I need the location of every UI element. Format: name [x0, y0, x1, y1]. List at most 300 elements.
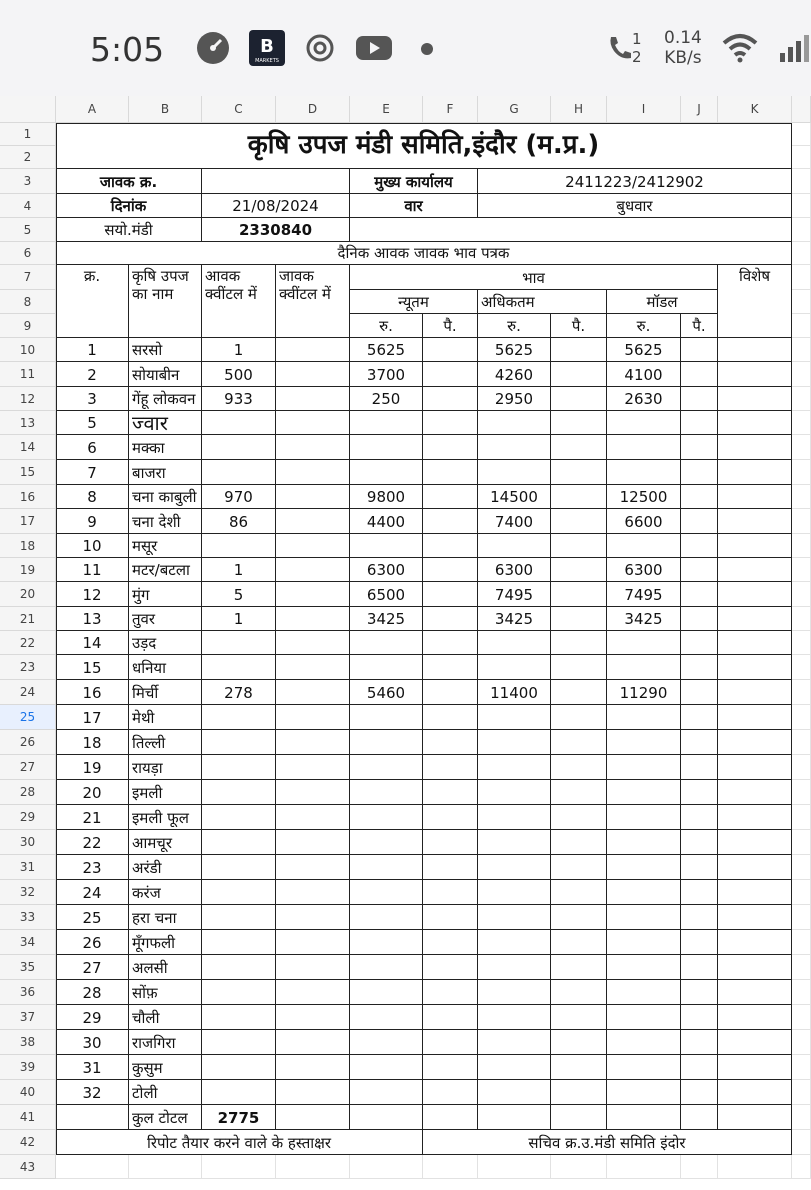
column-header-a[interactable]: A — [56, 96, 129, 123]
row-special[interactable] — [718, 582, 792, 607]
row-min-rupee[interactable] — [350, 830, 423, 855]
row-min-paise[interactable] — [423, 582, 478, 607]
row-min-paise[interactable] — [423, 558, 478, 582]
row-header-23[interactable]: 23 — [0, 655, 56, 680]
row-dispatch[interactable] — [276, 534, 350, 558]
row-arrival[interactable] — [202, 1080, 276, 1105]
row-max-paise[interactable] — [551, 755, 607, 780]
row-model-rupee[interactable] — [607, 705, 681, 730]
row-max-rupee[interactable] — [478, 655, 551, 680]
row-serial[interactable]: 25 — [56, 905, 129, 930]
row-header-11[interactable]: 11 — [0, 362, 56, 387]
row-serial[interactable]: 23 — [56, 855, 129, 880]
row-max-rupee[interactable]: 7495 — [478, 582, 551, 607]
row-min-paise[interactable] — [423, 1005, 478, 1030]
row-max-rupee[interactable]: 6300 — [478, 558, 551, 582]
row-arrival[interactable] — [202, 534, 276, 558]
row-produce-name[interactable]: तिल्ली — [129, 730, 202, 755]
row-serial[interactable]: 32 — [56, 1080, 129, 1105]
row-dispatch[interactable] — [276, 905, 350, 930]
row-serial[interactable]: 18 — [56, 730, 129, 755]
row-model-rupee[interactable] — [607, 930, 681, 955]
row-serial[interactable]: 29 — [56, 1005, 129, 1030]
row-special[interactable] — [718, 930, 792, 955]
row-dispatch[interactable] — [276, 805, 350, 830]
row-header-37[interactable]: 37 — [0, 1005, 56, 1030]
row-min-paise[interactable] — [423, 534, 478, 558]
row-produce-name[interactable]: मटर/बटला — [129, 558, 202, 582]
row-max-paise[interactable] — [551, 435, 607, 460]
row-max-rupee[interactable] — [478, 411, 551, 435]
row-model-paise[interactable] — [681, 755, 718, 780]
row-arrival[interactable] — [202, 980, 276, 1005]
row-max-paise[interactable] — [551, 905, 607, 930]
column-header-g[interactable]: G — [478, 96, 551, 123]
row-produce-name[interactable]: मेथी — [129, 705, 202, 730]
row-min-rupee[interactable] — [350, 755, 423, 780]
row-serial[interactable]: 1 — [56, 338, 129, 362]
row-min-rupee[interactable]: 250 — [350, 387, 423, 411]
row-min-paise[interactable] — [423, 705, 478, 730]
row-model-paise[interactable] — [681, 460, 718, 485]
row-serial[interactable]: 7 — [56, 460, 129, 485]
row-model-rupee[interactable]: 6300 — [607, 558, 681, 582]
row-dispatch[interactable] — [276, 485, 350, 509]
row-header-31[interactable]: 31 — [0, 855, 56, 880]
row-serial[interactable]: 5 — [56, 411, 129, 435]
row-arrival[interactable] — [202, 655, 276, 680]
row-arrival[interactable] — [202, 830, 276, 855]
date-value[interactable]: 21/08/2024 — [202, 194, 350, 218]
row-model-paise[interactable] — [681, 805, 718, 830]
row-special[interactable] — [718, 1005, 792, 1030]
row-max-paise[interactable] — [551, 1055, 607, 1080]
row-header-42[interactable]: 42 — [0, 1130, 56, 1155]
header-min[interactable]: न्यूतम — [350, 290, 478, 314]
row-model-rupee[interactable] — [607, 855, 681, 880]
row-min-paise[interactable] — [423, 460, 478, 485]
total-empty[interactable] — [681, 1105, 718, 1130]
row-min-paise[interactable] — [423, 387, 478, 411]
row-max-paise[interactable] — [551, 338, 607, 362]
row-header-10[interactable]: 10 — [0, 338, 56, 362]
row-produce-name[interactable]: चौली — [129, 1005, 202, 1030]
row-produce-name[interactable]: मिर्ची — [129, 680, 202, 705]
row-arrival[interactable] — [202, 880, 276, 905]
row-model-rupee[interactable] — [607, 534, 681, 558]
row-header-41[interactable]: 41 — [0, 1105, 56, 1130]
row-serial[interactable]: 12 — [56, 582, 129, 607]
row-model-paise[interactable] — [681, 607, 718, 631]
row-min-rupee[interactable] — [350, 1080, 423, 1105]
row-special[interactable] — [718, 980, 792, 1005]
row-serial[interactable]: 16 — [56, 680, 129, 705]
row-dispatch[interactable] — [276, 855, 350, 880]
row-header-33[interactable]: 33 — [0, 905, 56, 930]
row-header-24[interactable]: 24 — [0, 680, 56, 705]
row-serial[interactable]: 2 — [56, 362, 129, 387]
row-produce-name[interactable]: गेंहू लोकवन — [129, 387, 202, 411]
row-header-5[interactable]: 5 — [0, 218, 56, 242]
row-special[interactable] — [718, 1080, 792, 1105]
row-model-rupee[interactable] — [607, 880, 681, 905]
row-model-paise[interactable] — [681, 955, 718, 980]
row-max-paise[interactable] — [551, 534, 607, 558]
row-produce-name[interactable]: धनिया — [129, 655, 202, 680]
jawak-label[interactable]: जावक क्र. — [56, 169, 202, 194]
row-model-rupee[interactable]: 7495 — [607, 582, 681, 607]
row-arrival[interactable] — [202, 435, 276, 460]
row-min-rupee[interactable] — [350, 411, 423, 435]
row-header-19[interactable]: 19 — [0, 558, 56, 582]
row-produce-name[interactable]: सोयाबीन — [129, 362, 202, 387]
row-special[interactable] — [718, 730, 792, 755]
row-model-paise[interactable] — [681, 485, 718, 509]
header-max[interactable]: अधिकतम — [478, 290, 607, 314]
sub-mandi-label[interactable]: सयो.मंडी — [56, 218, 202, 242]
row-max-paise[interactable] — [551, 558, 607, 582]
row-header-4[interactable]: 4 — [0, 194, 56, 218]
row-produce-name[interactable]: राजगिरा — [129, 1030, 202, 1055]
row-produce-name[interactable]: मुंग — [129, 582, 202, 607]
row-min-rupee[interactable] — [350, 855, 423, 880]
row-min-rupee[interactable] — [350, 780, 423, 805]
total-value[interactable]: 2775 — [202, 1105, 276, 1130]
row-produce-name[interactable]: इमली — [129, 780, 202, 805]
row-min-paise[interactable] — [423, 1055, 478, 1080]
row-max-paise[interactable] — [551, 955, 607, 980]
row-max-paise[interactable] — [551, 582, 607, 607]
row-min-paise[interactable] — [423, 755, 478, 780]
row-arrival[interactable]: 970 — [202, 485, 276, 509]
row-min-rupee[interactable]: 6500 — [350, 582, 423, 607]
row-min-paise[interactable] — [423, 730, 478, 755]
row-special[interactable] — [718, 631, 792, 655]
row-max-paise[interactable] — [551, 362, 607, 387]
row-model-paise[interactable] — [681, 730, 718, 755]
row-produce-name[interactable]: आमचूर — [129, 830, 202, 855]
row-min-rupee[interactable]: 3700 — [350, 362, 423, 387]
column-header-d[interactable]: D — [276, 96, 350, 123]
row-header-25[interactable]: 25 — [0, 705, 56, 730]
row-special[interactable] — [718, 485, 792, 509]
row-model-paise[interactable] — [681, 534, 718, 558]
row-model-rupee[interactable]: 5625 — [607, 338, 681, 362]
row-special[interactable] — [718, 805, 792, 830]
row-produce-name[interactable]: चना काबुली — [129, 485, 202, 509]
row-min-paise[interactable] — [423, 655, 478, 680]
row-model-rupee[interactable] — [607, 460, 681, 485]
row-dispatch[interactable] — [276, 509, 350, 534]
row-max-rupee[interactable] — [478, 805, 551, 830]
row-special[interactable] — [718, 905, 792, 930]
row-arrival[interactable] — [202, 780, 276, 805]
row-header-15[interactable]: 15 — [0, 460, 56, 485]
row-header-18[interactable]: 18 — [0, 534, 56, 558]
row-min-paise[interactable] — [423, 955, 478, 980]
row-min-paise[interactable] — [423, 411, 478, 435]
row-model-rupee[interactable] — [607, 655, 681, 680]
row-min-rupee[interactable] — [350, 980, 423, 1005]
row-max-rupee[interactable] — [478, 435, 551, 460]
row-arrival[interactable] — [202, 1055, 276, 1080]
row-min-rupee[interactable]: 9800 — [350, 485, 423, 509]
column-header-k[interactable]: K — [718, 96, 792, 123]
total-empty[interactable] — [423, 1105, 478, 1130]
row-model-paise[interactable] — [681, 435, 718, 460]
row-max-paise[interactable] — [551, 460, 607, 485]
row-serial[interactable]: 21 — [56, 805, 129, 830]
row-max-rupee[interactable] — [478, 631, 551, 655]
row-model-rupee[interactable]: 2630 — [607, 387, 681, 411]
phone-number[interactable]: 2411223/2412902 — [478, 169, 792, 194]
head-office-label[interactable]: मुख्य कार्यालय — [350, 169, 478, 194]
total-empty[interactable] — [478, 1105, 551, 1130]
row-dispatch[interactable] — [276, 1055, 350, 1080]
row-dispatch[interactable] — [276, 338, 350, 362]
row-max-paise[interactable] — [551, 509, 607, 534]
row-max-rupee[interactable]: 7400 — [478, 509, 551, 534]
row-dispatch[interactable] — [276, 705, 350, 730]
row-min-paise[interactable] — [423, 485, 478, 509]
row-max-rupee[interactable] — [478, 955, 551, 980]
row-model-rupee[interactable]: 3425 — [607, 607, 681, 631]
row-max-paise[interactable] — [551, 607, 607, 631]
header-arrival[interactable]: आवक क्वींटल में — [202, 265, 276, 338]
row-max-rupee[interactable] — [478, 460, 551, 485]
row-header-13[interactable]: 13 — [0, 411, 56, 435]
row-model-rupee[interactable] — [607, 1080, 681, 1105]
row-min-paise[interactable] — [423, 435, 478, 460]
row-special[interactable] — [718, 362, 792, 387]
row-dispatch[interactable] — [276, 362, 350, 387]
row-model-rupee[interactable]: 6600 — [607, 509, 681, 534]
row-arrival[interactable]: 86 — [202, 509, 276, 534]
row-serial[interactable]: 22 — [56, 830, 129, 855]
row-min-paise[interactable] — [423, 830, 478, 855]
row-arrival[interactable] — [202, 1005, 276, 1030]
row-produce-name[interactable]: सोंफ़ — [129, 980, 202, 1005]
preparer-signature[interactable]: रिपोट तैयार करने वाले के हस्ताक्षर — [56, 1130, 423, 1155]
row-min-rupee[interactable] — [350, 730, 423, 755]
row-header-32[interactable]: 32 — [0, 880, 56, 905]
row-serial[interactable]: 30 — [56, 1030, 129, 1055]
row-special[interactable] — [718, 460, 792, 485]
row-header-3[interactable]: 3 — [0, 169, 56, 194]
row-dispatch[interactable] — [276, 582, 350, 607]
spreadsheet[interactable] — [0, 96, 811, 1190]
row-model-rupee[interactable] — [607, 411, 681, 435]
row-min-paise[interactable] — [423, 362, 478, 387]
total-empty[interactable] — [607, 1105, 681, 1130]
row-min-paise[interactable] — [423, 780, 478, 805]
row-min-paise[interactable] — [423, 631, 478, 655]
row-serial[interactable]: 10 — [56, 534, 129, 558]
row-header-1[interactable]: 1 — [0, 123, 56, 146]
row-max-rupee[interactable] — [478, 755, 551, 780]
row-serial[interactable]: 3 — [56, 387, 129, 411]
row-header-20[interactable]: 20 — [0, 582, 56, 607]
row-min-paise[interactable] — [423, 1080, 478, 1105]
row-arrival[interactable] — [202, 805, 276, 830]
date-label[interactable]: दिनांक — [56, 194, 202, 218]
row-arrival[interactable]: 500 — [202, 362, 276, 387]
row-model-paise[interactable] — [681, 338, 718, 362]
row-max-paise[interactable] — [551, 1005, 607, 1030]
row-serial[interactable]: 9 — [56, 509, 129, 534]
row-special[interactable] — [718, 755, 792, 780]
column-header-c[interactable]: C — [202, 96, 276, 123]
row-max-paise[interactable] — [551, 485, 607, 509]
row-header-30[interactable]: 30 — [0, 830, 56, 855]
row-min-rupee[interactable] — [350, 1055, 423, 1080]
column-header-j[interactable]: J — [681, 96, 718, 123]
row-serial[interactable]: 27 — [56, 955, 129, 980]
row-max-paise[interactable] — [551, 411, 607, 435]
row-dispatch[interactable] — [276, 387, 350, 411]
row-arrival[interactable] — [202, 631, 276, 655]
row-max-rupee[interactable] — [478, 1030, 551, 1055]
row-produce-name[interactable]: टोली — [129, 1080, 202, 1105]
header-min-rupee[interactable]: रु. — [350, 314, 423, 338]
column-header-f[interactable]: F — [423, 96, 478, 123]
report-subtitle[interactable]: दैनिक आवक जावक भाव पत्रक — [56, 242, 792, 265]
row-serial[interactable]: 13 — [56, 607, 129, 631]
row-model-paise[interactable] — [681, 582, 718, 607]
row-max-paise[interactable] — [551, 980, 607, 1005]
row-arrival[interactable] — [202, 955, 276, 980]
sub-mandi-value[interactable]: 2330840 — [202, 218, 350, 242]
row-produce-name[interactable]: मक्का — [129, 435, 202, 460]
row-max-paise[interactable] — [551, 705, 607, 730]
row-max-rupee[interactable] — [478, 534, 551, 558]
row-header-12[interactable]: 12 — [0, 387, 56, 411]
row-max-paise[interactable] — [551, 880, 607, 905]
row-model-paise[interactable] — [681, 780, 718, 805]
row-header-35[interactable]: 35 — [0, 955, 56, 980]
row-header-8[interactable]: 8 — [0, 290, 56, 314]
row-special[interactable] — [718, 435, 792, 460]
header-serial[interactable]: क्र. — [56, 265, 129, 338]
row-arrival[interactable] — [202, 905, 276, 930]
row-min-rupee[interactable]: 6300 — [350, 558, 423, 582]
row-special[interactable] — [718, 387, 792, 411]
row-produce-name[interactable]: करंज — [129, 880, 202, 905]
jawak-value[interactable] — [202, 169, 350, 194]
row-model-paise[interactable] — [681, 1080, 718, 1105]
row-serial[interactable]: 26 — [56, 930, 129, 955]
row-model-rupee[interactable] — [607, 631, 681, 655]
row-dispatch[interactable] — [276, 460, 350, 485]
row-dispatch[interactable] — [276, 1005, 350, 1030]
row-min-paise[interactable] — [423, 680, 478, 705]
row-model-paise[interactable] — [681, 830, 718, 855]
row-max-paise[interactable] — [551, 1030, 607, 1055]
select-all-corner[interactable] — [0, 96, 56, 123]
row-arrival[interactable] — [202, 411, 276, 435]
row-max-rupee[interactable] — [478, 1080, 551, 1105]
row-dispatch[interactable] — [276, 1080, 350, 1105]
row-special[interactable] — [718, 830, 792, 855]
row-max-paise[interactable] — [551, 387, 607, 411]
row-model-paise[interactable] — [681, 558, 718, 582]
row-model-rupee[interactable] — [607, 980, 681, 1005]
total-empty[interactable] — [551, 1105, 607, 1130]
row-min-rupee[interactable] — [350, 1005, 423, 1030]
row-model-rupee[interactable] — [607, 830, 681, 855]
row-min-paise[interactable] — [423, 905, 478, 930]
total-label[interactable]: कुल टोटल — [129, 1105, 202, 1130]
row-special[interactable] — [718, 534, 792, 558]
row-produce-name[interactable]: रायड़ा — [129, 755, 202, 780]
row-arrival[interactable]: 1 — [202, 607, 276, 631]
row-special[interactable] — [718, 558, 792, 582]
row-arrival[interactable] — [202, 755, 276, 780]
row-dispatch[interactable] — [276, 980, 350, 1005]
row-dispatch[interactable] — [276, 411, 350, 435]
row-dispatch[interactable] — [276, 930, 350, 955]
row-produce-name[interactable]: हरा चना — [129, 905, 202, 930]
header-price[interactable]: भाव — [350, 265, 718, 290]
row-serial[interactable]: 20 — [56, 780, 129, 805]
row-model-rupee[interactable] — [607, 755, 681, 780]
row-model-rupee[interactable] — [607, 955, 681, 980]
row-dispatch[interactable] — [276, 607, 350, 631]
row-serial[interactable]: 31 — [56, 1055, 129, 1080]
row-arrival[interactable]: 1 — [202, 558, 276, 582]
row-model-paise[interactable] — [681, 631, 718, 655]
row-max-rupee[interactable] — [478, 780, 551, 805]
row-model-paise[interactable] — [681, 362, 718, 387]
row-dispatch[interactable] — [276, 955, 350, 980]
row-header-9[interactable]: 9 — [0, 314, 56, 338]
row-produce-name[interactable]: सरसो — [129, 338, 202, 362]
row-special[interactable] — [718, 655, 792, 680]
row5-blank[interactable] — [350, 218, 792, 242]
row-model-paise[interactable] — [681, 411, 718, 435]
row-model-rupee[interactable]: 4100 — [607, 362, 681, 387]
row-header-26[interactable]: 26 — [0, 730, 56, 755]
row-max-rupee[interactable] — [478, 730, 551, 755]
row-produce-name[interactable]: तुवर — [129, 607, 202, 631]
header-model-paise[interactable]: पै. — [681, 314, 718, 338]
row-max-paise[interactable] — [551, 655, 607, 680]
row-model-paise[interactable] — [681, 680, 718, 705]
row-min-paise[interactable] — [423, 880, 478, 905]
row-min-rupee[interactable] — [350, 880, 423, 905]
row-dispatch[interactable] — [276, 631, 350, 655]
row-produce-name[interactable]: ज्वार — [129, 411, 202, 435]
row-min-paise[interactable] — [423, 1030, 478, 1055]
row-special[interactable] — [718, 780, 792, 805]
column-header-h[interactable]: H — [551, 96, 607, 123]
row-header-21[interactable]: 21 — [0, 607, 56, 631]
row-serial[interactable]: 28 — [56, 980, 129, 1005]
row-model-rupee[interactable]: 12500 — [607, 485, 681, 509]
row-serial[interactable]: 14 — [56, 631, 129, 655]
row-model-rupee[interactable] — [607, 1005, 681, 1030]
row-serial[interactable]: 15 — [56, 655, 129, 680]
row-produce-name[interactable]: कुसुम — [129, 1055, 202, 1080]
row-special[interactable] — [718, 705, 792, 730]
row-min-rupee[interactable] — [350, 460, 423, 485]
row-min-paise[interactable] — [423, 338, 478, 362]
row-model-paise[interactable] — [681, 655, 718, 680]
row-model-paise[interactable] — [681, 930, 718, 955]
row-model-rupee[interactable] — [607, 730, 681, 755]
row-min-rupee[interactable] — [350, 705, 423, 730]
header-model[interactable]: मॉडल — [607, 290, 718, 314]
